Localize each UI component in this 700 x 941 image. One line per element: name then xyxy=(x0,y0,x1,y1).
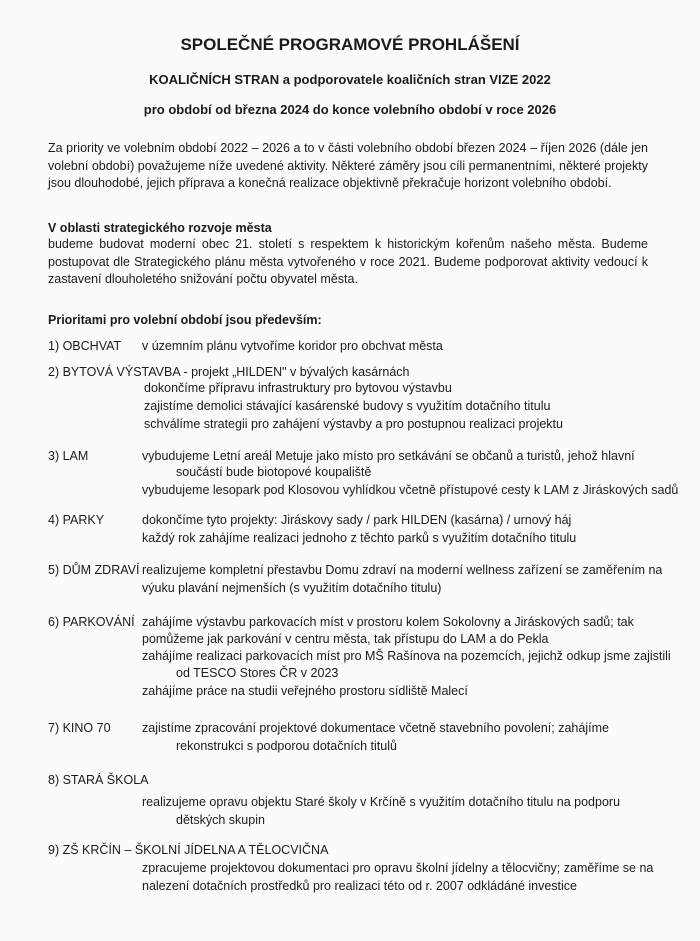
item-line: zajistíme demolici stávající kasárenské budovy s využitím dotačního titulu xyxy=(144,399,551,413)
strategic-heading: V oblasti strategického rozvoje města xyxy=(48,221,272,235)
item-label: 6) PARKOVÁNÍ xyxy=(48,615,135,629)
item-label: 5) DŮM ZDRAVÍ xyxy=(48,563,140,577)
item-line: v územním plánu vytvoříme koridor pro obchvat města xyxy=(142,339,443,353)
item-line: dětských skupin xyxy=(176,813,265,827)
item-label: 2) BYTOVÁ VÝSTAVBA - projekt „HILDEN" v bývalých kasárnách xyxy=(48,365,410,379)
item-line: zajistíme zpracování projektové dokumentace včetně stavebního povolení; zahájíme xyxy=(142,721,609,735)
item-line: výuku plavání nejmenších (s využitím dotačního titulu) xyxy=(142,581,442,595)
item-line: zahájíme výstavbu parkovacích míst v prostoru kolem Sokolovny a Jiráskových sadů; tak xyxy=(142,615,634,629)
item-line: pomůžeme jak parkování v centru města, tak přístupu do LAM a do Pekla xyxy=(142,632,549,646)
item-line: zpracujeme projektovou dokumentaci pro opravu školní jídelny a tělocvičny; zaměříme se na xyxy=(142,861,654,875)
item-label: 7) KINO 70 xyxy=(48,721,111,735)
item-line: součástí bude biotopové koupaliště xyxy=(176,465,372,479)
item-line: vybudujeme lesopark pod Klosovou vyhlídkou včetně přístupové cesty k LAM z Jiráskových sadů xyxy=(142,483,679,497)
document-period: pro období od března 2024 do konce volebního období v roce 2026 xyxy=(143,102,557,117)
item-line: rekonstrukci s podporou dotačních titulů xyxy=(176,739,397,753)
intro-paragraph: Za priority ve volebním období 2022 – 2026 a to v části volebního období březen 2024 – říjen 2026 (dále jen volební období) považujeme níže uvedené aktivity. Některé záměry jsou cíli permanentními, některé projekty jsou dlouhodobé, jejich příprava a konečná realizace objektivně překračuje horizont volebního období. xyxy=(48,141,648,190)
item-line: dokončíme přípravu infrastruktury pro bytovou výstavbu xyxy=(144,381,452,395)
item-line: dokončíme tyto projekty: Jiráskovy sady / park HILDEN (kasárna) / urnový háj xyxy=(142,513,572,527)
item-line: od TESCO Stores ČR v 2023 xyxy=(176,666,339,680)
item-line: každý rok zahájíme realizaci jednoho z těchto parků s využitím dotačního titulu xyxy=(142,531,577,545)
priorities-heading: Prioritami pro volební období jsou především: xyxy=(48,313,322,327)
item-line: zahájíme realizaci parkovacích míst pro MŠ Rašínova na pozemcích, jejichž odkup jsme zajistili xyxy=(142,649,671,663)
item-line: zahájíme práce na studii veřejného prostoru sídliště Malecí xyxy=(142,684,468,698)
item-line: realizujeme opravu objektu Staré školy v Krčíně s využitím dotačního titulu na podporu xyxy=(142,795,621,809)
item-line: vybudujeme Letní areál Metuje jako místo pro setkávání se občanů a turistů, jehož hlavní xyxy=(142,449,635,463)
item-label: 4) PARKY xyxy=(48,513,105,527)
item-line: schválíme strategii pro zahájení výstavby a pro postupnou realizaci projektu xyxy=(144,417,563,431)
item-label: 1) OBCHVAT xyxy=(48,339,122,353)
item-line: realizujeme kompletní přestavbu Domu zdraví na moderní wellness zařízení se zaměřením na xyxy=(142,563,663,577)
document-subtitle: KOALIČNÍCH STRAN a podporovatele koaličních stran VIZE 2022 xyxy=(149,72,551,87)
strategic-paragraph: budeme budovat moderní obec 21. století s respektem k historickým kořenům našeho města. Budeme postupovat dle Strategického plánu města vytvořeného v roce 2021. Budeme podporovat aktivity vedoucí k zastavení dlouholetého snižování počtu obyvatel města. xyxy=(48,237,648,286)
item-line: nalezení dotačních prostředků pro realizaci této od r. 2007 odkládáné investice xyxy=(142,879,577,893)
item-label: 8) STARÁ ŠKOLA xyxy=(48,773,149,787)
document-title: SPOLEČNÉ PROGRAMOVÉ PROHLÁŠENÍ xyxy=(180,35,520,54)
item-label: 3) LAM xyxy=(48,449,89,463)
item-label: 9) ZŠ KRČÍN – ŠKOLNÍ JÍDELNA A TĚLOCVIČNA xyxy=(48,843,329,857)
